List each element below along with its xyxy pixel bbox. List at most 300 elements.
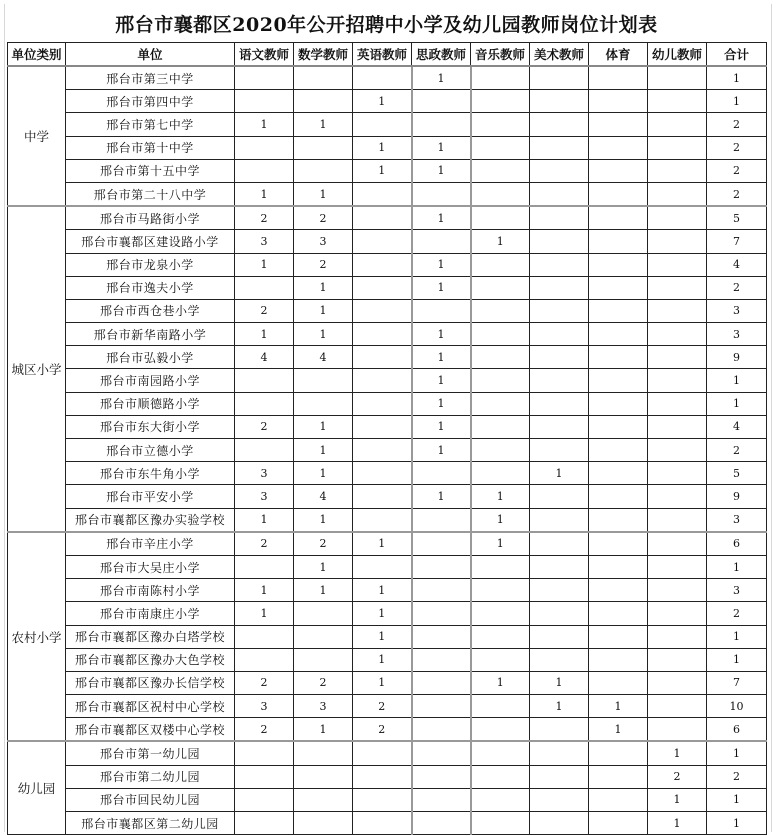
unit-name-cell: 邢台市大吴庄小学 (66, 555, 235, 578)
table-row (8, 625, 767, 648)
english-count-cell: 1 (353, 602, 412, 625)
total-count-cell: 1 (707, 66, 767, 90)
politics-count-cell (412, 741, 471, 765)
table-row (8, 113, 767, 136)
art-count-cell (530, 392, 589, 415)
pe-count-cell (589, 671, 648, 694)
pe-count-cell (589, 206, 648, 230)
music-count-cell (471, 299, 530, 322)
english-count-cell (353, 765, 412, 788)
music-count-cell: 1 (471, 671, 530, 694)
header-row (8, 43, 767, 67)
math-count-cell: 2 (294, 206, 353, 230)
unit-name-cell: 邢台市襄都区建设路小学 (66, 230, 235, 253)
english-count-cell (353, 253, 412, 276)
english-count-cell (353, 392, 412, 415)
pe-count-cell (589, 462, 648, 485)
total-count-cell: 2 (707, 136, 767, 159)
kindergarten-count-cell: 1 (648, 788, 707, 811)
pe-count-cell (589, 392, 648, 415)
page-title: 邢台市襄都区2020年公开招聘中小学及幼儿园教师岗位计划表 (115, 14, 658, 36)
pe-count-cell (589, 555, 648, 578)
table-row (8, 369, 767, 392)
unit-name-cell: 邢台市襄都区双楼中心学校 (66, 718, 235, 742)
music-count-cell: 1 (471, 532, 530, 556)
kindergarten-count-cell (648, 159, 707, 182)
chinese-count-cell (235, 66, 294, 90)
art-count-cell (530, 323, 589, 346)
politics-count-cell (412, 113, 471, 136)
music-count-cell: 1 (471, 230, 530, 253)
math-count-cell (294, 136, 353, 159)
music-count-cell: 1 (471, 508, 530, 532)
art-count-cell (530, 90, 589, 113)
kindergarten-count-cell (648, 66, 707, 90)
music-count-cell (471, 346, 530, 369)
politics-count-cell: 1 (412, 392, 471, 415)
politics-count-cell (412, 602, 471, 625)
unit-name-cell: 邢台市平安小学 (66, 485, 235, 508)
chinese-count-cell (235, 439, 294, 462)
chinese-count-cell (235, 392, 294, 415)
col-header-english: 英语教师 (353, 43, 412, 67)
pe-count-cell: 1 (589, 718, 648, 742)
pe-count-cell (589, 276, 648, 299)
english-count-cell: 2 (353, 695, 412, 718)
politics-count-cell (412, 625, 471, 648)
table-row (8, 230, 767, 253)
math-count-cell: 1 (294, 415, 353, 438)
unit-name-cell: 邢台市襄都区豫办白塔学校 (66, 625, 235, 648)
unit-name-cell: 邢台市襄都区祝村中心学校 (66, 695, 235, 718)
art-count-cell (530, 276, 589, 299)
unit-name-cell: 邢台市辛庄小学 (66, 532, 235, 556)
chinese-count-cell: 3 (235, 485, 294, 508)
art-count-cell (530, 299, 589, 322)
kindergarten-count-cell: 1 (648, 812, 707, 835)
art-count-cell (530, 555, 589, 578)
chinese-count-cell (235, 90, 294, 113)
music-count-cell (471, 765, 530, 788)
english-count-cell (353, 485, 412, 508)
art-count-cell (530, 346, 589, 369)
math-count-cell: 1 (294, 323, 353, 346)
table-row (8, 276, 767, 299)
table-row (8, 90, 767, 113)
kindergarten-count-cell (648, 276, 707, 299)
math-count-cell: 1 (294, 113, 353, 136)
kindergarten-count-cell (648, 346, 707, 369)
chinese-count-cell: 2 (235, 532, 294, 556)
math-count-cell (294, 625, 353, 648)
table-row (8, 253, 767, 276)
kindergarten-count-cell (648, 206, 707, 230)
total-count-cell: 3 (707, 508, 767, 532)
unit-name-cell: 邢台市南园路小学 (66, 369, 235, 392)
pe-count-cell (589, 346, 648, 369)
table-row (8, 555, 767, 578)
unit-name-cell: 邢台市马路街小学 (66, 206, 235, 230)
col-header-music: 音乐教师 (471, 43, 530, 67)
category-cell: 农村小学 (8, 532, 66, 742)
art-count-cell (530, 602, 589, 625)
chinese-count-cell: 4 (235, 346, 294, 369)
pe-count-cell (589, 159, 648, 182)
table-row (8, 718, 767, 742)
pe-count-cell (589, 765, 648, 788)
math-count-cell: 3 (294, 695, 353, 718)
english-count-cell: 1 (353, 625, 412, 648)
total-count-cell: 2 (707, 765, 767, 788)
english-count-cell (353, 323, 412, 346)
unit-name-cell: 邢台市第十中学 (66, 136, 235, 159)
chinese-count-cell: 1 (235, 508, 294, 532)
chinese-count-cell: 1 (235, 602, 294, 625)
chinese-count-cell: 3 (235, 462, 294, 485)
music-count-cell (471, 182, 530, 206)
kindergarten-count-cell (648, 299, 707, 322)
chinese-count-cell (235, 159, 294, 182)
total-count-cell: 1 (707, 648, 767, 671)
unit-name-cell: 邢台市襄都区豫办大色学校 (66, 648, 235, 671)
politics-count-cell (412, 648, 471, 671)
table-row (8, 136, 767, 159)
kindergarten-count-cell (648, 532, 707, 556)
english-count-cell (353, 439, 412, 462)
unit-name-cell: 邢台市东大街小学 (66, 415, 235, 438)
math-count-cell: 4 (294, 346, 353, 369)
art-count-cell (530, 718, 589, 742)
total-count-cell: 1 (707, 625, 767, 648)
chinese-count-cell (235, 812, 294, 835)
chinese-count-cell: 3 (235, 695, 294, 718)
math-count-cell (294, 741, 353, 765)
total-count-cell: 3 (707, 579, 767, 602)
art-count-cell (530, 741, 589, 765)
music-count-cell (471, 159, 530, 182)
pe-count-cell (589, 532, 648, 556)
total-count-cell: 1 (707, 788, 767, 811)
art-count-cell (530, 532, 589, 556)
math-count-cell (294, 602, 353, 625)
pe-count-cell (589, 579, 648, 602)
col-header-unit: 单位 (66, 43, 235, 67)
kindergarten-count-cell (648, 136, 707, 159)
english-count-cell (353, 299, 412, 322)
math-count-cell: 1 (294, 718, 353, 742)
chinese-count-cell: 2 (235, 206, 294, 230)
music-count-cell (471, 579, 530, 602)
chinese-count-cell: 2 (235, 718, 294, 742)
pe-count-cell (589, 253, 648, 276)
col-header-pe: 体育 (589, 43, 648, 67)
unit-name-cell: 邢台市立德小学 (66, 439, 235, 462)
unit-name-cell: 邢台市南康庄小学 (66, 602, 235, 625)
english-count-cell (353, 182, 412, 206)
art-count-cell (530, 508, 589, 532)
kindergarten-count-cell (648, 508, 707, 532)
pe-count-cell (589, 741, 648, 765)
total-count-cell: 7 (707, 230, 767, 253)
english-count-cell (353, 276, 412, 299)
math-count-cell (294, 369, 353, 392)
total-count-cell: 2 (707, 439, 767, 462)
math-count-cell (294, 648, 353, 671)
unit-name-cell: 邢台市第二十八中学 (66, 182, 235, 206)
politics-count-cell (412, 299, 471, 322)
unit-name-cell: 邢台市东牛角小学 (66, 462, 235, 485)
english-count-cell: 1 (353, 579, 412, 602)
unit-name-cell: 邢台市第十五中学 (66, 159, 235, 182)
chinese-count-cell: 2 (235, 415, 294, 438)
unit-name-cell: 邢台市西仓巷小学 (66, 299, 235, 322)
total-count-cell: 3 (707, 323, 767, 346)
total-count-cell: 2 (707, 276, 767, 299)
total-count-cell: 5 (707, 462, 767, 485)
total-count-cell: 1 (707, 812, 767, 835)
chinese-count-cell: 3 (235, 230, 294, 253)
total-count-cell: 10 (707, 695, 767, 718)
pe-count-cell (589, 66, 648, 90)
chinese-count-cell: 1 (235, 323, 294, 346)
art-count-cell: 1 (530, 695, 589, 718)
music-count-cell (471, 276, 530, 299)
politics-count-cell (412, 671, 471, 694)
kindergarten-count-cell (648, 90, 707, 113)
category-cell: 城区小学 (8, 206, 66, 532)
pe-count-cell (589, 648, 648, 671)
politics-count-cell: 1 (412, 206, 471, 230)
unit-name-cell: 邢台市第一幼儿园 (66, 741, 235, 765)
art-count-cell (530, 66, 589, 90)
unit-name-cell: 邢台市弘毅小学 (66, 346, 235, 369)
english-count-cell (353, 812, 412, 835)
total-count-cell: 7 (707, 671, 767, 694)
politics-count-cell: 1 (412, 159, 471, 182)
pe-count-cell (589, 230, 648, 253)
politics-count-cell (412, 788, 471, 811)
music-count-cell (471, 648, 530, 671)
politics-count-cell (412, 555, 471, 578)
total-count-cell: 5 (707, 206, 767, 230)
kindergarten-count-cell (648, 230, 707, 253)
music-count-cell (471, 625, 530, 648)
col-header-chinese: 语文教师 (235, 43, 294, 67)
col-header-art: 美术教师 (530, 43, 589, 67)
politics-count-cell (412, 718, 471, 742)
table-row (8, 182, 767, 206)
table-row (8, 695, 767, 718)
table-row (8, 323, 767, 346)
total-count-cell: 2 (707, 113, 767, 136)
kindergarten-count-cell (648, 555, 707, 578)
col-header-math: 数学教师 (294, 43, 353, 67)
politics-count-cell (412, 462, 471, 485)
math-count-cell (294, 812, 353, 835)
politics-count-cell (412, 579, 471, 602)
unit-name-cell: 邢台市襄都区豫办长信学校 (66, 671, 235, 694)
music-count-cell (471, 136, 530, 159)
pe-count-cell (589, 625, 648, 648)
total-count-cell: 6 (707, 718, 767, 742)
chinese-count-cell: 2 (235, 671, 294, 694)
music-count-cell (471, 415, 530, 438)
chinese-count-cell (235, 648, 294, 671)
unit-name-cell: 邢台市新华南路小学 (66, 323, 235, 346)
table-row (8, 508, 767, 532)
unit-name-cell: 邢台市第二幼儿园 (66, 765, 235, 788)
art-count-cell (530, 485, 589, 508)
kindergarten-count-cell: 1 (648, 741, 707, 765)
math-count-cell: 1 (294, 508, 353, 532)
politics-count-cell (412, 765, 471, 788)
kindergarten-count-cell (648, 625, 707, 648)
total-count-cell: 1 (707, 741, 767, 765)
art-count-cell (530, 369, 589, 392)
chinese-count-cell (235, 788, 294, 811)
english-count-cell: 2 (353, 718, 412, 742)
politics-count-cell: 1 (412, 276, 471, 299)
math-count-cell: 1 (294, 299, 353, 322)
math-count-cell: 4 (294, 485, 353, 508)
pe-count-cell (589, 323, 648, 346)
pe-count-cell (589, 508, 648, 532)
unit-name-cell: 邢台市第三中学 (66, 66, 235, 90)
table-row (8, 392, 767, 415)
total-count-cell: 3 (707, 299, 767, 322)
art-count-cell (530, 182, 589, 206)
politics-count-cell (412, 182, 471, 206)
math-count-cell: 1 (294, 439, 353, 462)
politics-count-cell: 1 (412, 415, 471, 438)
pe-count-cell (589, 439, 648, 462)
music-count-cell (471, 788, 530, 811)
pe-count-cell (589, 369, 648, 392)
chinese-count-cell (235, 136, 294, 159)
math-count-cell (294, 392, 353, 415)
math-count-cell: 1 (294, 555, 353, 578)
math-count-cell (294, 159, 353, 182)
art-count-cell (530, 648, 589, 671)
total-count-cell: 2 (707, 602, 767, 625)
english-count-cell: 1 (353, 532, 412, 556)
english-count-cell: 1 (353, 136, 412, 159)
total-count-cell: 1 (707, 392, 767, 415)
english-count-cell (353, 230, 412, 253)
table-row (8, 812, 767, 835)
math-count-cell (294, 90, 353, 113)
art-count-cell (530, 253, 589, 276)
pe-count-cell (589, 182, 648, 206)
table-row (8, 66, 767, 90)
table-row (8, 159, 767, 182)
art-count-cell (530, 439, 589, 462)
art-count-cell (530, 159, 589, 182)
kindergarten-count-cell (648, 648, 707, 671)
kindergarten-count-cell (648, 182, 707, 206)
music-count-cell (471, 113, 530, 136)
math-count-cell (294, 788, 353, 811)
math-count-cell (294, 66, 353, 90)
kindergarten-count-cell (648, 392, 707, 415)
total-count-cell: 9 (707, 485, 767, 508)
pe-count-cell (589, 299, 648, 322)
chinese-count-cell (235, 625, 294, 648)
table-row (8, 602, 767, 625)
art-count-cell (530, 579, 589, 602)
total-count-cell: 2 (707, 159, 767, 182)
kindergarten-count-cell (648, 695, 707, 718)
chinese-count-cell: 1 (235, 182, 294, 206)
politics-count-cell: 1 (412, 323, 471, 346)
table-row (8, 346, 767, 369)
table-row (8, 206, 767, 230)
english-count-cell: 1 (353, 671, 412, 694)
unit-name-cell: 邢台市第四中学 (66, 90, 235, 113)
kindergarten-count-cell (648, 323, 707, 346)
art-count-cell (530, 625, 589, 648)
english-count-cell (353, 206, 412, 230)
art-count-cell (530, 136, 589, 159)
art-count-cell (530, 788, 589, 811)
art-count-cell (530, 206, 589, 230)
kindergarten-count-cell (648, 485, 707, 508)
chinese-count-cell: 1 (235, 253, 294, 276)
art-count-cell: 1 (530, 671, 589, 694)
table-row (8, 671, 767, 694)
music-count-cell (471, 555, 530, 578)
english-count-cell (353, 788, 412, 811)
politics-count-cell: 1 (412, 136, 471, 159)
music-count-cell (471, 323, 530, 346)
kindergarten-count-cell (648, 253, 707, 276)
unit-name-cell: 邢台市逸夫小学 (66, 276, 235, 299)
unit-name-cell: 邢台市南陈村小学 (66, 579, 235, 602)
unit-name-cell: 邢台市回民幼儿园 (66, 788, 235, 811)
politics-count-cell (412, 532, 471, 556)
table-row (8, 462, 767, 485)
chinese-count-cell (235, 555, 294, 578)
unit-name-cell: 邢台市顺德路小学 (66, 392, 235, 415)
pe-count-cell (589, 485, 648, 508)
total-count-cell: 6 (707, 532, 767, 556)
pe-count-cell (589, 812, 648, 835)
politics-count-cell (412, 812, 471, 835)
col-header-category: 单位类别 (8, 43, 66, 67)
music-count-cell (471, 602, 530, 625)
pe-count-cell (589, 602, 648, 625)
math-count-cell: 1 (294, 579, 353, 602)
table-row (8, 532, 767, 556)
kindergarten-count-cell (648, 439, 707, 462)
table-body (8, 66, 767, 835)
politics-count-cell: 1 (412, 485, 471, 508)
kindergarten-count-cell (648, 462, 707, 485)
kindergarten-count-cell (648, 113, 707, 136)
table-row (8, 299, 767, 322)
kindergarten-count-cell (648, 718, 707, 742)
chinese-count-cell (235, 741, 294, 765)
chinese-count-cell: 1 (235, 113, 294, 136)
math-count-cell: 3 (294, 230, 353, 253)
recruitment-plan-table (7, 42, 767, 835)
total-count-cell: 4 (707, 253, 767, 276)
table-row (8, 579, 767, 602)
math-count-cell: 1 (294, 462, 353, 485)
politics-count-cell: 1 (412, 346, 471, 369)
kindergarten-count-cell: 2 (648, 765, 707, 788)
art-count-cell (530, 415, 589, 438)
